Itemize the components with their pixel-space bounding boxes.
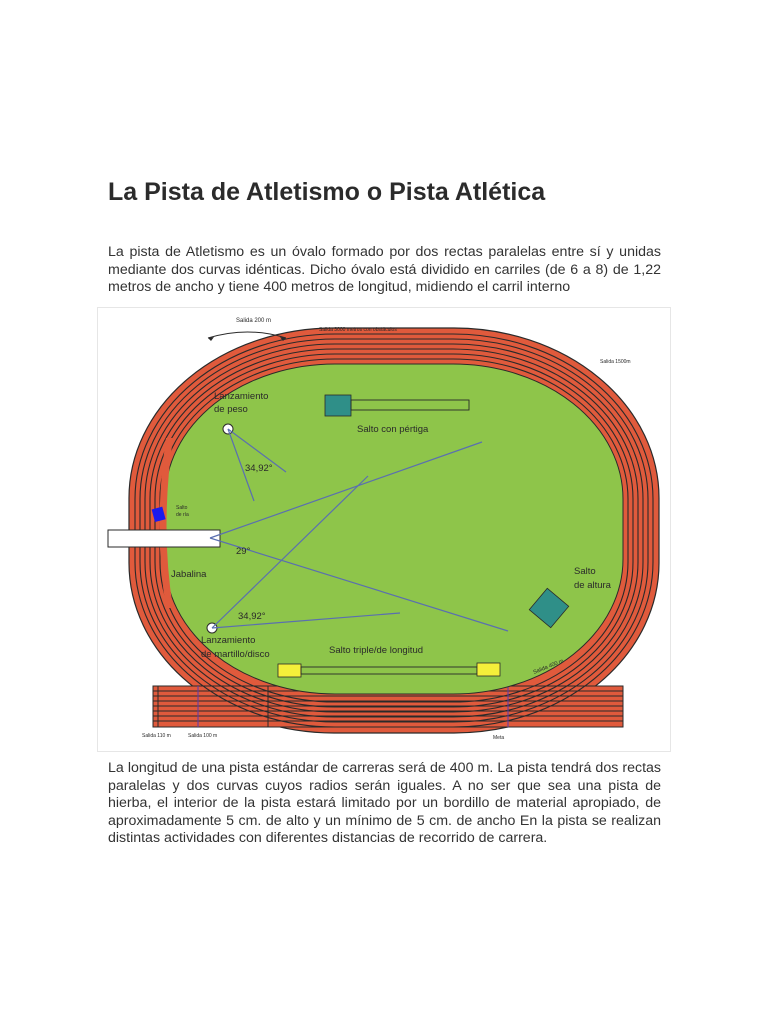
label-salto-triple: Salto triple/de longitud [329,645,424,656]
label-meta: Meta [493,735,505,741]
label-salida-110: Salida 110 m [142,733,171,739]
label-lanzamiento-martillo-1: Lanzamiento [201,635,256,646]
label-salto-ria-1: Salto [176,505,188,511]
pole-vault-pit [325,395,351,416]
label-salida-1500: Salida 1500m [600,359,631,365]
javelin-runway [108,530,220,547]
label-angle-peso: 34,92° [245,463,273,474]
label-salida-100: Salida 100 m [188,733,218,739]
body-paragraph: La longitud de una pista estándar de carreras será de 400 m. La pista tendrá dos rectas paralelas y dos curvas cuyos radios serán iguales. A no ser que sea una pista de hierba, el interior de la pista estará limitado por un bordillo de material apropiado, de aproximadamente 5 cm. de alto y un mínimo de 5 cm. de ancho En la pista se realizan distintas actividades con diferentes distancias de recorrido de carrera. [108,760,661,847]
label-lanzamiento-peso-1: Lanzamiento [214,391,269,402]
label-salida-400: Salida 400 m [532,658,565,676]
long-jump-pit-left [278,664,301,677]
label-jabalina: Jabalina [171,569,207,580]
page-title: La Pista de Atletismo o Pista Atlética [108,178,546,206]
label-lanzamiento-peso-2: de peso [214,404,248,415]
label-salto-altura-1: Salto [574,566,596,577]
intro-paragraph: La pista de Atletismo es un óvalo formado por dos rectas paralelas entre sí y unidas mediante dos curvas idénticas. Dicho óvalo está dividido en carriles (de 6 a 8) de 1,22 metros de ancho y tiene 400 metros de longitud, midiendo el carril interno [108,244,661,296]
label-salida-200: Salida 200 m [236,318,272,324]
label-angle-jabalina: 29° [236,546,251,557]
label-salto-pertiga: Salto con pértiga [357,424,429,435]
label-angle-martillo: 34,92° [238,611,266,622]
track-diagram-svg [98,308,670,751]
track-diagram [98,308,670,751]
long-jump-pit-right [477,663,500,676]
label-salto-altura-2: de altura [574,580,611,591]
label-salto-ria-2: de ría [176,512,189,518]
label-salida-3000: Salida 3000 metros con obstáculos [319,327,397,333]
label-lanzamiento-martillo-2: de martillo/disco [201,649,270,660]
